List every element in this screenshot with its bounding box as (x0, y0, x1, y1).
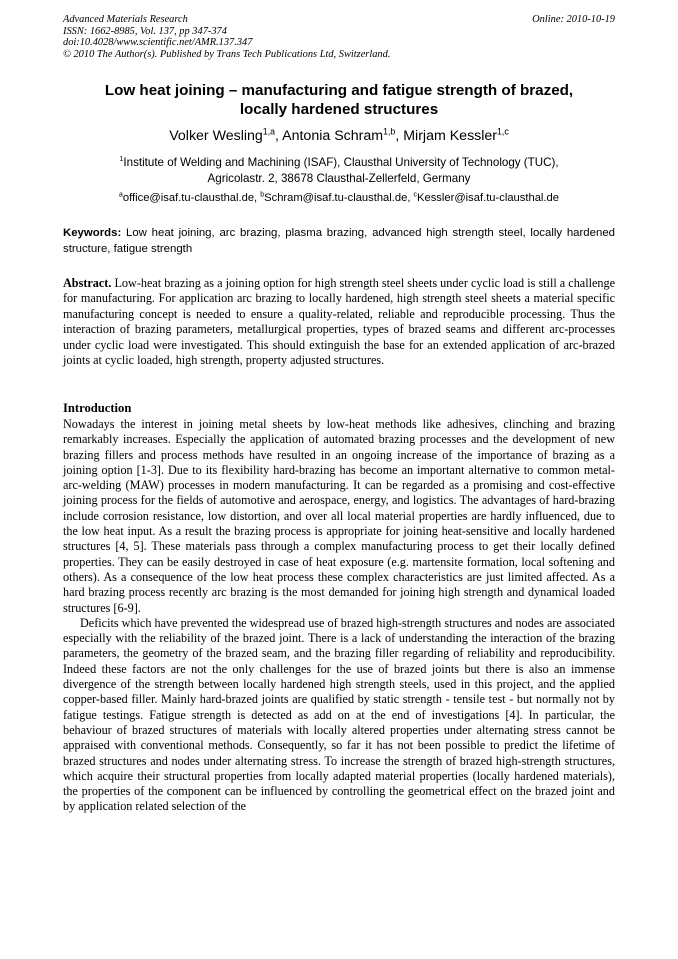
abstract (63, 276, 615, 368)
affiliation (63, 155, 615, 186)
author-affiliation-mark: 1,a (262, 126, 276, 137)
email-mark: c (413, 191, 418, 199)
title-line-1: Low heat joining – manufacturing and fatigue strength of brazed, (104, 82, 574, 99)
introduction-body (63, 417, 615, 815)
author-name: Mirjam Kessler (403, 128, 498, 144)
section-heading-introduction: Introduction (63, 401, 132, 415)
affiliation-line-1: $^1$Institute of Welding and Machining (ISAF), Clausthal University of Technology (TUC), (119, 154, 559, 169)
journal-name: Advanced Materials Research (63, 14, 188, 25)
paragraph: Deficits which have prevented the widespread use of brazed high-strength structures and nodes are associated especially with the reliability of the brazed joint. There is a lack of understanding the interaction of the brazing parameters, the geometry of the brazed seam, and the brazing filler regarding of reliability and reproducibility. Indeed these factors are not the only challenges for the use of brazed joints but there is also an immense divergence of the strength between locally hardened high strength steels, used in this project, and the applied copper-based filler. Mainly hard-brazed joints are qualified by static strength - tensile test - but normally not by fatigue testings. Fatigue strength is detected as add on at the end of investigations [4]. In particular, the behaviour of brazed structures of materials with locally altered properties under alternating stress cannot be appraised with conventional methods. Consequently, so far it has not been possible to predict the lifetime of brazed structures and nodes under alternating stress. To increase the strength of brazed high-strength structures, which acquire their structural properties from locally adapted material properties (locally hardened materials), the properties of the component can be influenced by controlling the geometrical effect on the brazed joint and by application related selection of the (63, 615, 615, 814)
author-separator: , (275, 128, 283, 144)
paper-title (63, 81, 615, 119)
journal-info (63, 14, 390, 60)
journal-doi: doi:10.4028/www.scientific.net/AMR.137.347 (63, 37, 253, 49)
journal-copyright: © 2010 The Author(s). Published by Trans Tech Publications Ltd, Switzerland. (63, 48, 391, 60)
email-mark: b (260, 191, 265, 199)
author-separator: , (395, 128, 404, 144)
email-address: Schram@isaf.tu-clausthal.de, (264, 192, 414, 204)
affiliation-mark: 1 (119, 154, 124, 164)
abstract-label: Abstract. (63, 276, 112, 290)
author-affiliation-mark: 1,c (497, 126, 509, 137)
affiliation-line-2: Agricolastr. 2, 38678 Clausthal-Zellerfeld, Germany (207, 171, 471, 185)
author-name: Antonia Schram (282, 128, 384, 144)
keywords-text: Low heat joining, arc brazing, plasma brazing, advanced high strength steel, locally hardened structure, fatigue strength (63, 227, 615, 255)
paragraph: Nowadays the interest in joining metal sheets by low-heat methods like adhesives, clinching and brazing remarkably increases. Especially the application of automated brazing processes and the development of new brazing fillers and process methods have resulted in an ongoing increase of the importance of brazing as a joining option [1-3]. Due to its flexibility hard-brazing has become an important alternative to common metal-arc-welding (MAW) processes in modern manufacturing. It can be regarded as a promising and cost-effective joining process for the fields of automotive and aerospace, energy, and logistics. The advantages of hard-brazing include corrosion resistance, low distortion, and over all local material properties are hardly influenced, due to the low heat input. As a result the brazing process is appropriate for joining heat-sensitive and locally hardened structures [4, 5]. These materials pass through a complex manufacturing process to get their locally defined properties. They can be easily destroyed in case of heat exposure (e.g. martensite formation, local softening and others). As a consequence of the low heat process these complex characteristics are just limited affected. As a hard brazing process recently arc brazing is the most demanded for joining high strength and dynamical loaded structures [6-9]. (63, 417, 615, 615)
email-address: Kessler@isaf.tu-clausthal.de (417, 192, 559, 204)
journal-issn: ISSN: 1662-8985, Vol. 137, pp 347-374 (63, 25, 227, 37)
keywords (63, 226, 615, 257)
keywords-label: Keywords: (63, 227, 122, 239)
author-list (63, 127, 615, 145)
online-date: Online: 2010-10-19 (532, 14, 615, 25)
abstract-text: Low-heat brazing as a joining option for high strength steel sheets under cyclic load is still a challenge for manufacturing. For application arc brazing to locally hardened, high strength steel sheets a material specific manufacturing concept is needed to ensure a quality-related, reliable and reproducible processing. Thus the interaction of brazing parameters, metallurgical properties, types of brazed seams and different arc-processes under cyclic load were investigated. This should extinguish the base for an extended application of arc-brazed joints at cyclic loaded, high strength, property adjusted structures. (63, 276, 615, 368)
email-address: office@isaf.tu-clausthal.de, (122, 192, 261, 204)
author-affiliation-mark: 1,b (383, 126, 396, 137)
author-emails (63, 191, 615, 206)
email-mark: a (119, 191, 123, 199)
author-name: Volker Wesling (169, 128, 263, 144)
title-line-2: locally hardened structures (239, 101, 439, 118)
